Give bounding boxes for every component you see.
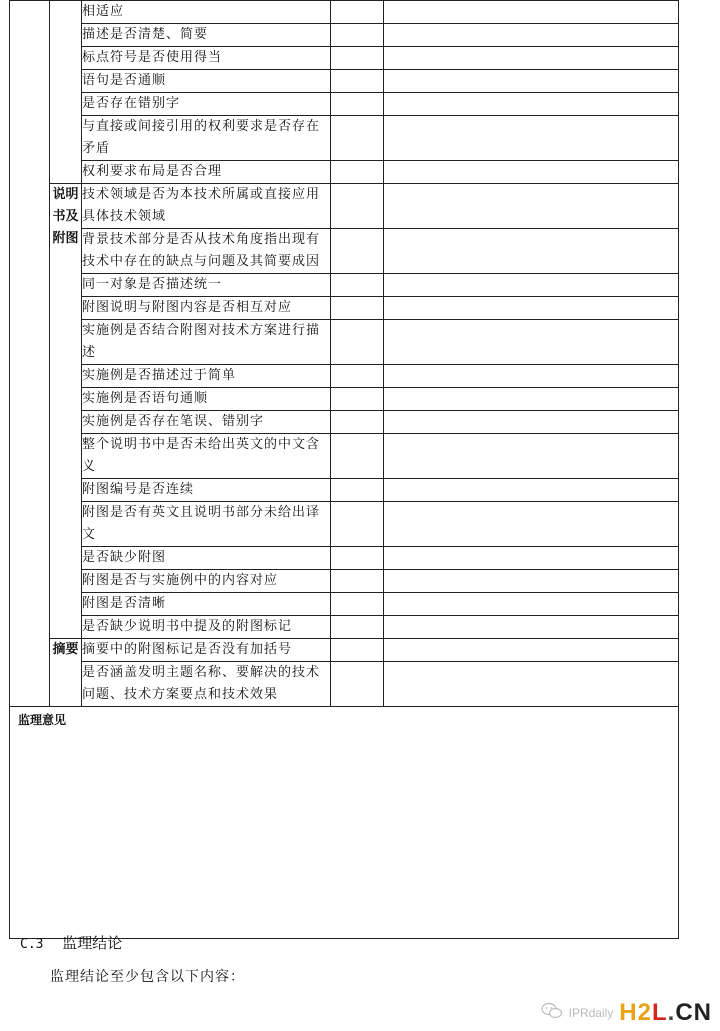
- table-row: [10, 479, 679, 502]
- table-row: [10, 547, 679, 570]
- table-row: [10, 70, 679, 93]
- result-cell[interactable]: [331, 274, 384, 297]
- check-item: 附图是否有英文且说明书部分未给出译文: [82, 502, 331, 547]
- table-row: [10, 274, 679, 297]
- table-row: [10, 365, 679, 388]
- check-item: 摘要中的附图标记是否没有加括号: [82, 639, 331, 662]
- result-cell[interactable]: [331, 161, 384, 184]
- check-item: 整个说明书中是否未给出英文的中文含义: [82, 434, 331, 479]
- remark-cell[interactable]: [384, 593, 679, 616]
- table-row: [10, 320, 679, 365]
- remark-cell[interactable]: [384, 24, 679, 47]
- table-row: [10, 570, 679, 593]
- result-cell[interactable]: [331, 320, 384, 365]
- check-item: 实施例是否描述过于简单: [82, 365, 331, 388]
- remark-cell[interactable]: [384, 1, 679, 24]
- result-cell[interactable]: [331, 1, 384, 24]
- result-cell[interactable]: [331, 365, 384, 388]
- check-item: 附图编号是否连续: [82, 479, 331, 502]
- section-label-cell: 摘要: [50, 639, 82, 707]
- wechat-icon: [541, 1002, 563, 1024]
- remark-cell[interactable]: [384, 479, 679, 502]
- check-item: 实施例是否存在笔误、错别字: [82, 411, 331, 434]
- remark-cell[interactable]: [384, 662, 679, 707]
- result-cell[interactable]: [331, 434, 384, 479]
- remark-cell[interactable]: [384, 93, 679, 116]
- check-item: 附图是否与实施例中的内容对应: [82, 570, 331, 593]
- section-title: 监理结论: [62, 934, 123, 952]
- remark-cell[interactable]: [384, 229, 679, 274]
- remark-cell[interactable]: [384, 297, 679, 320]
- table-row: [10, 639, 679, 662]
- check-item: 与直接或间接引用的权利要求是否存在矛盾: [82, 116, 331, 161]
- check-item: 是否涵盖发明主题名称、要解决的技术问题、技术方案要点和技术效果: [82, 662, 331, 707]
- table-row: [10, 229, 679, 274]
- conclusion-paragraph: 监理结论至少包含以下内容：: [50, 969, 245, 985]
- site-logo: H2L.CN: [619, 999, 712, 1026]
- remark-cell[interactable]: [384, 388, 679, 411]
- check-item: 同一对象是否描述统一: [82, 274, 331, 297]
- table-row: [10, 47, 679, 70]
- table-row: [10, 616, 679, 639]
- result-cell[interactable]: [331, 479, 384, 502]
- section-label-cell: 说明 书及 附图: [50, 184, 82, 639]
- remark-cell[interactable]: [384, 161, 679, 184]
- table-row: [10, 116, 679, 161]
- remark-cell[interactable]: [384, 502, 679, 547]
- watermark: [541, 999, 712, 1027]
- check-item: 是否缺少说明书中提及的附图标记: [82, 616, 331, 639]
- table-row: [10, 184, 679, 229]
- section-heading: [20, 932, 122, 953]
- remark-cell[interactable]: [384, 616, 679, 639]
- table-row: [10, 434, 679, 479]
- table-row: [10, 502, 679, 547]
- remark-cell[interactable]: [384, 274, 679, 297]
- result-cell[interactable]: [331, 93, 384, 116]
- table-row: [10, 297, 679, 320]
- result-cell[interactable]: [331, 639, 384, 662]
- supervision-opinion-cell[interactable]: [10, 707, 679, 939]
- table-row: [10, 593, 679, 616]
- check-item: 附图说明与附图内容是否相互对应: [82, 297, 331, 320]
- watermark-text: IPRdaily: [568, 1006, 614, 1020]
- result-cell[interactable]: [331, 570, 384, 593]
- remark-cell[interactable]: [384, 570, 679, 593]
- check-item: 是否存在错别字: [82, 93, 331, 116]
- checklist-sheet: [9, 0, 679, 939]
- result-cell[interactable]: [331, 662, 384, 707]
- table-row: [10, 388, 679, 411]
- result-cell[interactable]: [331, 297, 384, 320]
- remark-cell[interactable]: [384, 365, 679, 388]
- check-item: 背景技术部分是否从技术角度指出现有技术中存在的缺点与问题及其简要成因: [82, 229, 331, 274]
- checklist-table: [9, 0, 679, 939]
- section-label-cell: [50, 1, 82, 184]
- result-cell[interactable]: [331, 47, 384, 70]
- supervision-label: 监理意见: [18, 713, 67, 727]
- result-cell[interactable]: [331, 184, 384, 229]
- table-row: [10, 24, 679, 47]
- result-cell[interactable]: [331, 616, 384, 639]
- result-cell[interactable]: [331, 547, 384, 570]
- check-item: 相适应: [82, 1, 331, 24]
- supervision-row: [10, 707, 679, 939]
- table-row: [10, 662, 679, 707]
- check-item: 标点符号是否使用得当: [82, 47, 331, 70]
- check-item: 技术领域是否为本技术所属或直接应用具体技术领域: [82, 184, 331, 229]
- table-row: [10, 161, 679, 184]
- check-item: 权利要求布局是否合理: [82, 161, 331, 184]
- result-cell[interactable]: [331, 388, 384, 411]
- category-cell: [10, 1, 50, 707]
- remark-cell[interactable]: [384, 434, 679, 479]
- remark-cell[interactable]: [384, 320, 679, 365]
- result-cell[interactable]: [331, 411, 384, 434]
- check-item: 实施例是否语句通顺: [82, 388, 331, 411]
- check-item: 描述是否清楚、简要: [82, 24, 331, 47]
- remark-cell[interactable]: [384, 47, 679, 70]
- remark-cell[interactable]: [384, 184, 679, 229]
- remark-cell[interactable]: [384, 70, 679, 93]
- check-item: 附图是否清晰: [82, 593, 331, 616]
- result-cell[interactable]: [331, 70, 384, 93]
- checklist-body: [10, 1, 679, 939]
- result-cell[interactable]: [331, 229, 384, 274]
- check-item: 语句是否通顺: [82, 70, 331, 93]
- result-cell[interactable]: [331, 116, 384, 161]
- check-item: 是否缺少附图: [82, 547, 331, 570]
- table-row: [10, 411, 679, 434]
- remark-cell[interactable]: [384, 639, 679, 662]
- table-row: [10, 93, 679, 116]
- remark-cell[interactable]: [384, 547, 679, 570]
- remark-cell[interactable]: [384, 116, 679, 161]
- check-item: 实施例是否结合附图对技术方案进行描述: [82, 320, 331, 365]
- result-cell[interactable]: [331, 502, 384, 547]
- remark-cell[interactable]: [384, 411, 679, 434]
- table-row: [10, 1, 679, 24]
- result-cell[interactable]: [331, 24, 384, 47]
- result-cell[interactable]: [331, 593, 384, 616]
- section-number: C.3: [20, 937, 44, 952]
